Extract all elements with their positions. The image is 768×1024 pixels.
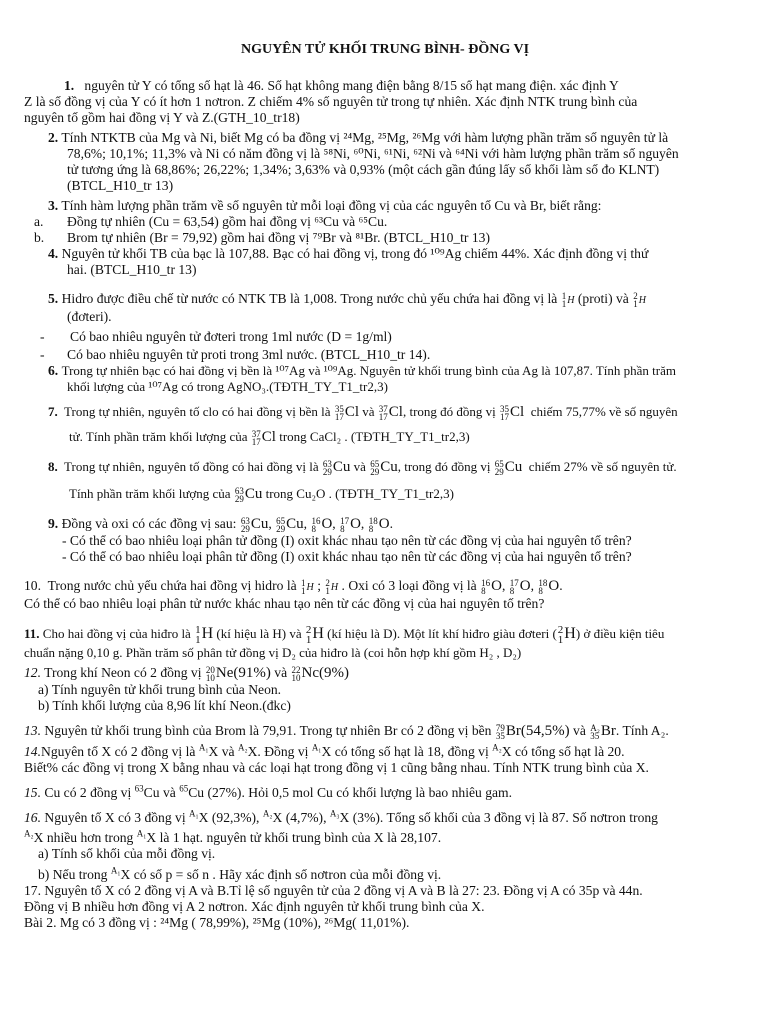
problem-text: nhiều hơn trong (46, 829, 134, 845)
problem-text: Nguyên tố X có 3 đồng vị (44, 809, 186, 825)
mass-number: A₁ (136, 828, 147, 839)
isotope-cl35: 35 17 (500, 404, 510, 423)
problem-text: . Oxi có 3 loại đồng vị là (341, 577, 477, 593)
isotope-h2: 2 1 (633, 290, 638, 309)
isotope-h1: 1 1 (301, 577, 306, 596)
problem-text: Tính NTKTB của Mg và Ni, biết Mg có ba đồng vị ²⁴Mg, ²⁵Mg, ²⁶Mg với hàm lượng phần trăm số nguyên tử là (61, 130, 669, 145)
problem-16 (24, 810, 746, 883)
problem-text: Brom tự nhiên (Br = 79,92) gồm hai đồng vị ⁷⁹Br và ⁸¹Br. (BTCL_H10_tr 13) (67, 230, 490, 245)
isotope-symbol: Cu (380, 459, 398, 476)
problem-number: 14. (24, 743, 41, 759)
problem-text: - Có thể có bao nhiêu loại phân tử đồng (I) oxit khác nhau tạo nên từ các đồng vị của hai nguyên tố trên? (62, 548, 632, 564)
problem-text: là 1 hạt. nguyên tử khối trung bình của X là 28,107. (159, 829, 442, 845)
problem-7 (24, 404, 746, 446)
isotope-br79: 79 35 (495, 722, 505, 741)
problem-text: và (221, 743, 235, 759)
isotope-o16: 16 8 (481, 577, 491, 596)
isotope-cl37: 37 17 (251, 429, 261, 448)
problem-text: Biết% các đồng vị trong X bằng nhau và các loại hạt trong đồng vị 1 cũng bằng nhau. Tính NTK trung bình của X. (24, 759, 649, 775)
problem-number: 5. (48, 291, 59, 306)
problem-text: Có bao nhiêu nguyên tử đơteri trong 1ml nước (D = 1g/ml) (70, 329, 392, 344)
problem-text: hai. (BTCL_H10_tr 13) (67, 262, 197, 277)
isotope-cl37: 37 17 (378, 404, 388, 423)
page-title: NGUYÊN TỬ KHỐI TRUNG BÌNH- ĐỒNG VỊ (240, 42, 530, 57)
problem-text: trong Cu₂O . (TĐTH_TY_T1_tr2,3) (265, 486, 454, 502)
problem-15 (24, 785, 746, 801)
problem-text: . Đồng vị (257, 743, 309, 759)
isotope-symbol: X (208, 743, 219, 759)
problem-number: 15. (24, 784, 41, 800)
problem-text: trong CaCl₂ . (TĐTH_TY_T1_tr2,3) (279, 429, 470, 445)
problem-text: và (274, 664, 288, 680)
mass-number: A₃ (329, 808, 340, 819)
isotope-cu65: 65 29 (370, 459, 380, 478)
problem-text: Nguyên tử khối trung bình của Brom là 79,91. Trong tự nhiên Br có 2 đồng vị bền (44, 722, 492, 738)
problem-text: 17. Nguyên tố X có 2 đồng vị A và B.Tỉ lệ số nguyên tử của 2 đồng vị A và B là 27: 23. Đồng vị A có 35p và 44n. (24, 882, 643, 898)
problem-6 (24, 363, 746, 395)
item-label: b. (34, 230, 45, 245)
problem-1 (24, 78, 746, 126)
mass-number: A₁ (189, 808, 199, 819)
problem-text: Z là số đồng vị của Y có ít hơn 1 nơtron. Z chiếm 4% số nguyên tử trong tự nhiên. Xác định NTK trung bình của (24, 94, 638, 109)
isotope-symbol: X (120, 866, 131, 882)
problem-5 (24, 291, 746, 325)
problem-text: Trong tự nhiên, nguyên tố đồng có hai đồng vị là (64, 459, 319, 475)
problem-text: Tính hàm lượng phần trăm về số nguyên tử mỗi loại đồng vị của các nguyên tố Cu và Br, biết rằng: (61, 198, 602, 213)
isotope-symbol: O (491, 577, 502, 594)
problem-text: , trong đó đồng vị (397, 459, 491, 475)
problem-text: chuẩn nặng 0,10 g. Phần trăm số phân tử đồng vị D₂ của hiđro là (coi hỗn hợp khí gồm H₂ , D₂) (24, 644, 522, 660)
problem-text: Trong khí Neon có 2 đồng vị (44, 664, 202, 680)
isotope-symbol: Cu (143, 784, 160, 800)
problem-text: Đồng vị B nhiều hơn đồng vị A 2 nơtron. Xác định nguyên tử khối trung bình của X. (24, 898, 485, 914)
problem-number: 3. (48, 198, 59, 213)
isotope-cl35: 35 17 (334, 404, 344, 423)
problem-17 (24, 883, 746, 931)
isotope-symbol: Cl (510, 404, 525, 420)
isotope-o16: 16 8 (311, 515, 321, 534)
isotope-symbol: O (548, 577, 560, 594)
problem-text: có tổng số hạt là 20. (515, 743, 625, 759)
isotope-cu63: 63 29 (240, 515, 250, 534)
isotope-symbol: H (564, 624, 576, 642)
mass-number: A₁ (311, 742, 322, 753)
isotope-symbol: Br (600, 722, 616, 739)
problem-text: Trong nước chủ yếu chứa hai đồng vị hidro là (47, 577, 297, 593)
isotope-h2: 2 1 (557, 623, 564, 646)
isotope-symbol: Cu (332, 459, 351, 476)
isotope-symbol: O (321, 516, 333, 533)
problem-text: có tổng số hạt là 18, đồng vị (334, 743, 489, 759)
problem-text: b) Nếu trong (38, 866, 108, 882)
isotope-h2: 2 1 (305, 623, 312, 646)
isotope-symbol: O (519, 577, 531, 594)
isotope-symbol: H (638, 295, 646, 306)
problem-11 (24, 625, 746, 661)
mass-number: A₂ (262, 808, 273, 819)
problem-text: chiếm 27% về số nguyên tử. (528, 459, 677, 475)
isotope-symbol: Cl (388, 404, 403, 420)
isotope-symbol: O (378, 516, 390, 533)
isotope-symbol: X (146, 829, 157, 845)
mass-number: A₂ (24, 828, 34, 839)
problem-text: khối lượng của ¹⁰⁷Ag có trong AgNO₃.(TĐTH_TY_T1_tr2,3) (67, 379, 388, 394)
dash: - (40, 329, 45, 344)
problem-text: . Tính A₂. (615, 722, 669, 738)
isotope-symbol: H (567, 295, 575, 306)
isotope-o18: 18 8 (368, 515, 378, 534)
mass-number: 63 (134, 783, 144, 794)
dash: - (40, 347, 45, 362)
problem-text: Bài 2. Mg có 3 đồng vị : ²⁴Mg ( 78,99%), ²⁵Mg (10%), ²⁶Mg( 11,01%). (24, 914, 410, 930)
isotope-o17: 17 8 (340, 515, 350, 534)
problem-text: Có bao nhiêu nguyên tử proti trong 3ml nước. (BTCL_H10_tr 14). (67, 347, 431, 362)
problem-text: Cu có 2 đồng vị (44, 784, 132, 800)
isotope-symbol: Cl (344, 404, 359, 420)
problem-text: Nguyên tố X có 2 đồng vị là (41, 743, 196, 759)
isotope-cu63: 63 29 (234, 486, 244, 505)
problem-text: 78,6%; 10,1%; 11,3% và Ni có năm đồng vị là ⁵⁸Ni, ⁶⁰Ni, ⁶¹Ni, ⁶²Ni và ⁶⁴Ni với hàm lượng phần trăm số nguyên (67, 146, 679, 161)
problem-text: - Có thể có bao nhiêu loại phân tử đồng (I) oxit khác nhau tạo nên từ các đồng vị của hai nguyên tố trên? (62, 532, 632, 548)
isotope-symbol: H (201, 624, 214, 642)
problem-text: Cho hai đồng vị của hiđro là (42, 625, 191, 641)
isotope-ne22: 22 10 (291, 664, 301, 683)
isotope-symbol: X (501, 743, 512, 759)
problem-text: có số p = số n . Hãy xác định số nơtron của mỗi đồng vị. (133, 866, 442, 882)
problem-text: và (573, 722, 586, 738)
problem-3 (24, 198, 746, 246)
problem-number: 8. (48, 459, 58, 475)
problem-text: Có thể có bao nhiêu loại phân tử nước khác nhau tạo nên từ các đồng vị của hai nguyên tố trên? (24, 595, 545, 611)
problem-number: 9. (48, 516, 59, 532)
isotope-percent: X (3%). Tổng số khối của 3 đồng vị là 87. Số nơtron trong (339, 809, 658, 825)
problem-text: tử tương ứng là 68,86%; 26,22%; 1,34%; 3,63% và 0,93% (một cách gần đúng lấy số khối làm số đo KLNT) (67, 162, 660, 177)
problem-9: 9. Đồng và oxi có các đồng vị sau: 63 29 Cu, 65 29 Cu, 16 8 O, 17 8 O, 18 8 O. - Có thể có bao nhiêu loại phân tử đồng (I) oxit khác nhau tạo nên từ các đồng vị của hai nguyên tố trên? - Có thể có bao nhiêu loại phân tử đồng (I) oxit khác nhau tạo nên từ các đồng vị của hai nguyên tố trên? (48, 515, 632, 564)
problem-number: 7. (48, 404, 58, 419)
isotope-h1: 1 1 (195, 623, 201, 646)
isotope-br-a2: A₂ 35 (590, 722, 600, 741)
problem-text: , trong đó đồng vị (402, 404, 496, 419)
isotope-o18: 18 8 (538, 577, 548, 596)
isotope-percent: Br(54,5%) (505, 722, 570, 739)
problem-text: (proti) và (577, 291, 629, 306)
problem-text: (kí hiệu là H) và (216, 625, 302, 641)
problem-14 (24, 744, 746, 776)
isotope-cu65: 65 29 (494, 459, 504, 478)
isotope-symbol: H (330, 581, 339, 593)
problem-text: Trong tự nhiên, nguyên tố clo có hai đồng vị bền là (64, 404, 331, 419)
isotope-symbol: H (306, 581, 314, 593)
problem-10: 10. Trong nước chủ yếu chứa hai đồng vị hidro là 1 1 H ; 2 1 H . Oxi có 3 loại đồng vị là 16 8 O, 17 8 O, 18 8 O. Có thể có bao nhiêu loại phân tử nước khác nhau tạo nên từ các đồng vị của hai nguyên tố trên? (24, 577, 563, 611)
isotope-symbol: O (350, 516, 361, 533)
isotope-cu63: 63 29 (322, 459, 332, 478)
item-label: a. (34, 214, 44, 229)
problem-13 (24, 723, 746, 740)
problem-text: (kí hiệu là D). Một lít khí hiđro giàu đơteri ( (327, 625, 557, 641)
problem-text: chiếm 75,77% về số nguyên (530, 404, 678, 419)
isotope-cu65: 65 29 (276, 515, 286, 534)
mass-number: A₂ (492, 742, 502, 753)
problem-12 (24, 665, 746, 714)
problem-text: Đồng và oxi có các đồng vị sau: (61, 516, 237, 532)
problem-text: (đơteri). (67, 309, 112, 324)
problem-number: 1. (64, 78, 75, 93)
isotope-h2: 2 1 (325, 577, 330, 596)
mass-number: A₁ (198, 742, 209, 753)
problem-text: tử. Tính phần trăm khối lượng của (69, 429, 248, 445)
mass-number: A₂ (237, 742, 248, 753)
isotope-symbol: H (312, 624, 324, 642)
problem-text: và (353, 459, 366, 475)
problem-text: ) ở điều kiện tiêu (575, 625, 665, 641)
isotope-percent: X (4,7%), (272, 809, 327, 825)
problem-text: và (162, 784, 176, 800)
isotope-symbol: X (33, 829, 44, 845)
isotope-symbol: Cl (261, 429, 276, 446)
problem-4 (24, 246, 746, 278)
isotope-symbol: Cu (250, 516, 269, 533)
problem-number: 16. (24, 809, 41, 825)
problem-text: Nguyên tử khối TB của bạc là 107,88. Bạc có hai đồng vị, trong đó ¹⁰⁹Ag chiếm 44%. Xác định đồng vị thứ (61, 246, 649, 261)
problem-number: 6. (48, 363, 59, 378)
problem-text: (27%). Hỏi 0,5 mol Cu có khối lượng là bao nhiêu gam. (207, 784, 512, 800)
problem-text: nguyên tử Y có tổng số hạt là 46. Số hạt không mang điện bằng 8/15 số hạt mang điện. xác định Y (84, 78, 619, 93)
isotope-o17: 17 8 (509, 577, 519, 596)
problem-text: Hidro được điều chế từ nước có NTK TB là 1,008. Trong nước chủ yếu chứa hai đồng vị là (61, 291, 558, 306)
problem-text: nguyên tố gồm hai đồng vị Y và Z.(GTH_10_tr18) (24, 110, 300, 125)
problem-text: và (362, 404, 375, 419)
problem-5-questions (24, 329, 746, 363)
isotope-percent: X (92,3%), (198, 809, 260, 825)
problem-number: 11. (24, 625, 40, 641)
mass-number: 65 (179, 783, 189, 794)
problem-number: 13. (24, 722, 41, 738)
isotope-symbol: Cu (244, 486, 263, 503)
isotope-symbol: Cu (286, 516, 304, 533)
isotope-percent: Ne(91%) (215, 664, 271, 681)
isotope-symbol: X (321, 743, 332, 759)
isotope-symbol: Cu (504, 459, 523, 476)
problem-2 (24, 130, 746, 194)
mass-number: A₁ (110, 865, 121, 876)
isotope-h1: 1 1 (561, 290, 567, 309)
problem-number: 12. (24, 664, 41, 680)
problem-text: a) Tính nguyên tử khối trung bình của Neon. (38, 681, 282, 697)
problem-number: 10. (24, 577, 41, 593)
isotope-ne20: 20 10 (205, 664, 215, 683)
problem-text: a) Tính số khối của mỗi đồng vị. (38, 845, 216, 861)
isotope-symbol: Cu (188, 784, 205, 800)
problem-number: 4. (48, 246, 59, 261)
isotope-symbol: X (247, 743, 258, 759)
problem-text: Đồng tự nhiên (Cu = 63,54) gồm hai đồng vị ⁶³Cu và ⁶⁵Cu. (67, 214, 388, 229)
problem-text: Tính phần trăm khối lượng của (69, 486, 231, 502)
problem-text: (BTCL_H10_tr 13) (67, 178, 174, 193)
separator: ; (317, 577, 321, 593)
problem-8 (24, 459, 746, 503)
isotope-percent: Nc(9%) (301, 664, 350, 681)
problem-text: b) Tính khối lượng của 8,96 lít khí Neon.(đkc) (38, 697, 291, 713)
problem-number: 2. (48, 130, 59, 145)
problem-text: Trong tự nhiên bạc có hai đồng vị bền là ¹⁰⁷Ag và ¹⁰⁹Ag. Nguyên tử khối trung bình của Ag là 107,87. Tính phần trăm (61, 363, 676, 378)
